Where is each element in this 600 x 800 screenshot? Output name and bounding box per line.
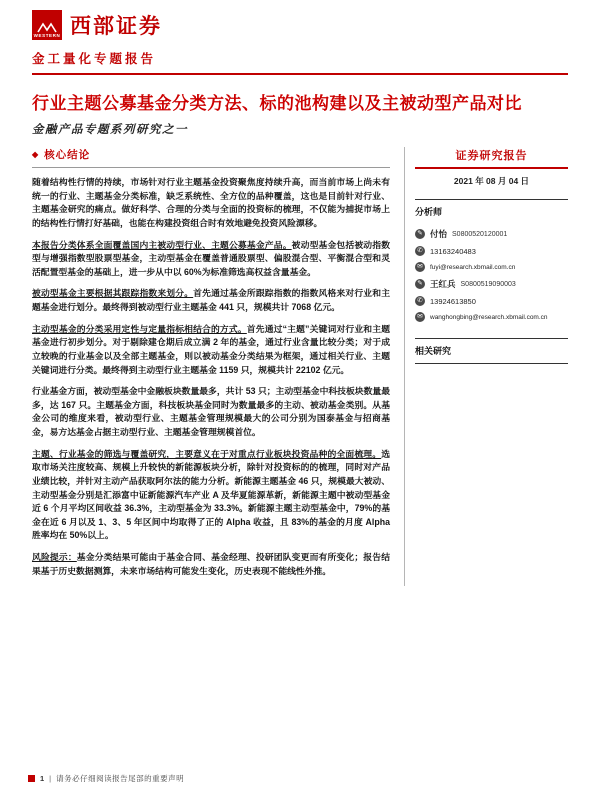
mail-icon: ✉ — [415, 312, 425, 322]
paragraph-5 — [32, 385, 390, 440]
analyst-email-row — [415, 312, 568, 322]
paragraph-1-body: 随着结构性行情的持续，市场针对行业主题基金投资聚焦度持续升高，而当前市场上尚未有统一的行业、主题基金分类标准，缺乏系统性、全方位的品种覆盖，这也是目前针对行业、主题基金研究的痛点。做好科学、合理的分类与全面的投资标的梳理，不仅能为捕捉市场上的结构性行情打好基础，也能在构建投资组合时有效地避免投资风险漂移。 — [32, 177, 390, 228]
diamond-bullet-icon: ◆ — [32, 149, 40, 159]
sidebar — [404, 147, 568, 586]
analyst-name: 付怡 — [430, 229, 448, 239]
paragraph-3 — [32, 287, 390, 314]
paragraph-6-body: 选取市场关注度较高、规模上升较快的新能源板块分析，除针对投资标的的梳理，同时对产品业绩比较，并针对主动产品获取阿尔法的能力分析。新能源主题基金 46 只，规模最大被动、主动型基金分别是汇添富中证新能源汽车产业 A 及华夏能源革新，新能源主题中被动型基金近 6 个月平均区间收益 36.3%，主动型基金为 33.3%。新能源主题主动型基金中，79%的基金在近 6 月以及 1、3、5 年区间中均取得了正的 Alpha 收益，且 83%的基金的月度 Alpha 胜率均在 50%以上。 — [32, 448, 390, 541]
footer-red-square-icon — [28, 775, 35, 782]
paragraph-2 — [32, 239, 390, 280]
analyst-email[interactable]: fuyi@research.xbmail.com.cn — [430, 263, 516, 271]
report-title: 行业主题公募基金分类方法、标的池构建以及主被动型产品对比 — [32, 94, 522, 113]
report-subtitle: 金融产品专题系列研究之一 — [32, 124, 188, 136]
paragraph-6 — [32, 448, 390, 543]
page-footer — [28, 773, 184, 784]
paragraph-risk-body: 基金分类结果可能由于基金合同、基金经理、投研团队变更而有所变化；报告结果基于历史数据测算，未来市场结构可能发生变化，历史表现不能线性外推。 — [32, 552, 390, 576]
paragraph-risk — [32, 551, 390, 578]
paragraph-6-lead: 主题、行业基金的筛选与覆盖研究，主要意义在于对重点行业板块投资品种的全面梳理。 — [32, 448, 382, 459]
paragraph-1 — [32, 176, 390, 231]
logo-word: WESTERN — [33, 32, 61, 38]
analyst-cert-number: S0800520120001 — [452, 230, 508, 238]
paragraph-risk-lead: 风险提示： — [32, 552, 77, 562]
analyst-phone: 13163240483 — [430, 246, 476, 256]
analyst-name: 王红兵 — [430, 279, 456, 289]
header-divider — [32, 73, 568, 75]
analyst-phone: 13924613850 — [430, 296, 476, 306]
paragraph-4-body: 首先通过“主题”关键词对行业和主题基金进行初步划分。对于剔除建仓期后成立满 2 年的基金，通过行业含量比较分类；对于成立较晚的行业基金以及全部主题基金，则以被动基金分类结果为框架，通过相关行业、主题关键词进行分类。最终得到主动型行业主题基金 1159 只，规模共计 22102 亿元。 — [32, 323, 390, 375]
analyst-entry-2 — [415, 278, 568, 322]
main-column — [32, 147, 404, 586]
section-title: 核心结论 — [44, 149, 91, 161]
paragraph-2-lead: 本报告分类体系全面覆盖国内主被动型行业、主题公募基金产品。 — [32, 239, 292, 250]
analyst-name-row — [415, 228, 568, 240]
analyst-name-row — [415, 278, 568, 290]
footer-disclaimer: 请务必仔细阅读报告尾部的重要声明 — [56, 774, 185, 783]
phone-icon: ✆ — [415, 246, 425, 256]
paragraph-4 — [32, 323, 390, 378]
analyst-email-row — [415, 262, 568, 272]
core-conclusion-header — [32, 147, 390, 168]
report-date: 2021 年 08 月 04 日 — [453, 176, 530, 186]
related-research-header: 相关研究 — [415, 338, 568, 364]
brand-name: 西部证券 — [70, 14, 162, 38]
paragraph-5-body: 行业基金方面，被动型基金中金融板块数量最多，共计 53 只；主动型基金中科技板块数量最多，达 167 只。主题基金方面，科技板块基金同时为数量最多的主动、被动基金类别。从基金公司的维度来看，被动型行业、主题基金管理规模最大的公司分别为国泰基金与招商基金，易方达基金占据主动型行业、主题基金管理规模首位。 — [32, 386, 390, 437]
analyst-section-header: 分析师 — [415, 199, 568, 222]
analyst-icon: ✎ — [415, 279, 425, 289]
analyst-cert-number: S0800519090003 — [460, 280, 516, 288]
content-area — [32, 147, 568, 586]
analyst-email[interactable]: wanghongbing@research.xbmail.com.cn — [430, 313, 548, 321]
paragraph-2-body: 被动型基金包括被动指数型与增强指数型股票型基金，主动型基金在覆盖普通股票型、偏股混合型、平衡混合型和灵活配置型基金的基础上，进一步从中以 60%为标准筛选高权益含量基金。 — [32, 239, 390, 277]
paragraph-4-lead: 主动型基金的分类采用定性与定量指标相结合的方式。 — [32, 323, 247, 334]
mail-icon: ✉ — [415, 262, 425, 272]
masthead — [32, 10, 568, 40]
paragraph-3-lead: 被动型基金主要根据其跟踪指数来划分。 — [32, 288, 194, 299]
report-type-label: 金工量化专题报告 — [32, 52, 157, 66]
logo-mountain-icon — [36, 22, 58, 34]
phone-icon: ✆ — [415, 296, 425, 306]
western-securities-logo-icon — [32, 10, 62, 40]
paragraph-3-body: 首先通过基金所跟踪指数的指数风格来对行业和主题基金进行划分。最终得到被动型行业主题基金 441 只，规模共计 7068 亿元。 — [32, 288, 390, 312]
analyst-icon: ✎ — [415, 229, 425, 239]
page-number: 1 — [40, 774, 45, 783]
analyst-phone-row — [415, 246, 568, 256]
analyst-phone-row — [415, 296, 568, 306]
report-category-label: 证券研究报告 — [415, 147, 568, 169]
analyst-entry-1 — [415, 228, 568, 272]
footer-separator: | — [49, 774, 52, 783]
